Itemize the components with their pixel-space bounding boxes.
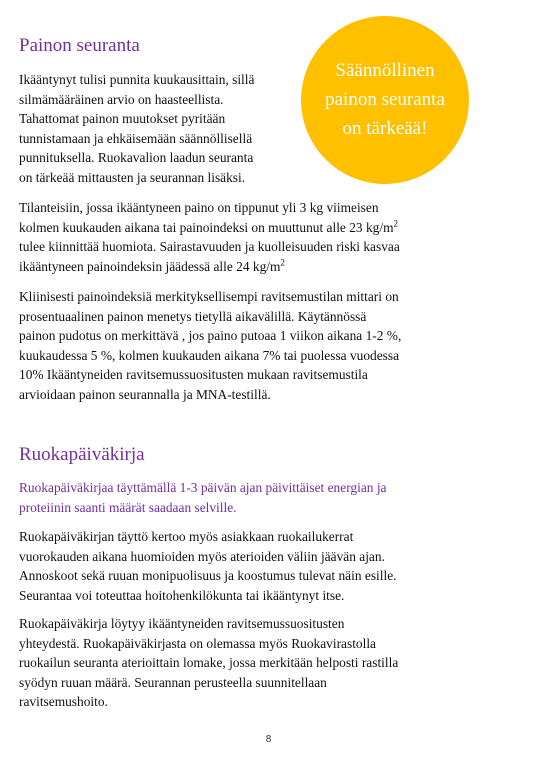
text-line: silmämääräinen arvio on haasteellista. bbox=[19, 91, 224, 107]
callout-circle bbox=[301, 16, 469, 184]
page-number: 8 bbox=[265, 734, 272, 745]
text-line: Tilanteisiin, jossa ikääntyneen paino on tippunut yli 3 kg viimeisen bbox=[19, 200, 379, 215]
text-line: ravitsemushoito. bbox=[19, 694, 108, 710]
text-line: painon pudotus on merkittävä , jos paino putoaa 1 viikon aikana 1-2 %, bbox=[19, 328, 402, 344]
text-line: 10% Ikääntyneiden ravitsemussuositusten mukaan ravitsemustila bbox=[19, 367, 368, 383]
text-line: punnituksella. Ruokavalion laadun seuranta bbox=[19, 150, 254, 166]
section-heading-ruokapaivakirja: Ruokapäiväkirja bbox=[19, 444, 145, 465]
text-line: vuorokauden aikana huomioiden myös aterioiden väliin jäävän ajan. bbox=[19, 548, 385, 564]
text-line: Annoskoot sekä ruuan monipuolisuus ja koostumus tulevat näin esille. bbox=[19, 568, 397, 584]
intro-paragraph bbox=[19, 70, 254, 188]
text-line: Kliinisesti painoindeksiä merkityksellisempi ravitsemustilan mittari on bbox=[19, 289, 399, 304]
callout-text: Säännöllinen painon seuranta on tärkeää! bbox=[325, 59, 445, 139]
text-line: Seurantaa voi toteuttaa hoitohenkilökunta tai ikääntynyt itse. bbox=[19, 587, 345, 603]
food-diary-lead-paragraph bbox=[19, 478, 386, 517]
text-line: syödyn ruuan määrä. Seurannan perusteella suunnitellaan bbox=[19, 674, 327, 690]
text-line: yhteydestä. Ruokapäiväkirjasta on olemassa myös Ruokavirastolla bbox=[19, 635, 377, 651]
food-diary-paragraph bbox=[19, 527, 397, 605]
food-diary-source-paragraph bbox=[19, 614, 398, 712]
text-line: arvioidaan painon seurannalla ja MNA-testillä. bbox=[19, 386, 271, 402]
text-line: tulee kiinnittää huomiota. Sairastavuuden ja kuolleisuuden riski kasvaa bbox=[19, 239, 400, 255]
text-line: proteiinin saanti määrät saadaan selville. bbox=[19, 499, 237, 515]
text-line: kuukaudessa 5 %, kolmen kuukauden aikana 7% tai puolessa vuodessa bbox=[19, 347, 400, 363]
text-line: tunnistamaan ja ehkäisemään säännöllisellä bbox=[19, 130, 253, 146]
text-line: Ruokapäiväkirjan täyttö kertoo myös asiakkaan ruokailukerrat bbox=[19, 529, 354, 544]
text-line: ruokailun seuranta aterioittain lomake, jossa merkitään helposti rastilla bbox=[19, 655, 399, 671]
text-line: on tärkeää mittausten ja seurannan lisäksi. bbox=[19, 169, 246, 185]
weight-loss-paragraph bbox=[19, 287, 401, 405]
text-line: kolmen kuukauden aikana tai painoindeksi on muuttunut alle 23 $kg/m^2$ bbox=[19, 218, 398, 235]
text-line: Tahattomat painon muutokset pyritään bbox=[19, 111, 226, 127]
section-heading-painon-seuranta: Painon seuranta bbox=[19, 35, 140, 56]
text-line: ikääntyneen painoindeksin jäädessä alle 24 $kg/m^2$ bbox=[19, 257, 285, 274]
text-line: Ikääntynyt tulisi punnita kuukausittain, sillä bbox=[19, 72, 255, 87]
bmi-paragraph bbox=[19, 198, 400, 276]
text-line: prosentuaalinen painon menetys tietyllä aikavälillä. Käytännössä bbox=[19, 308, 367, 324]
text-line: Ruokapäiväkirjaa täyttämällä 1-3 päivän ajan päivittäiset energian ja bbox=[19, 480, 387, 495]
text-line: Ruokapäiväkirja löytyy ikääntyneiden ravitsemussuositusten bbox=[19, 616, 345, 631]
